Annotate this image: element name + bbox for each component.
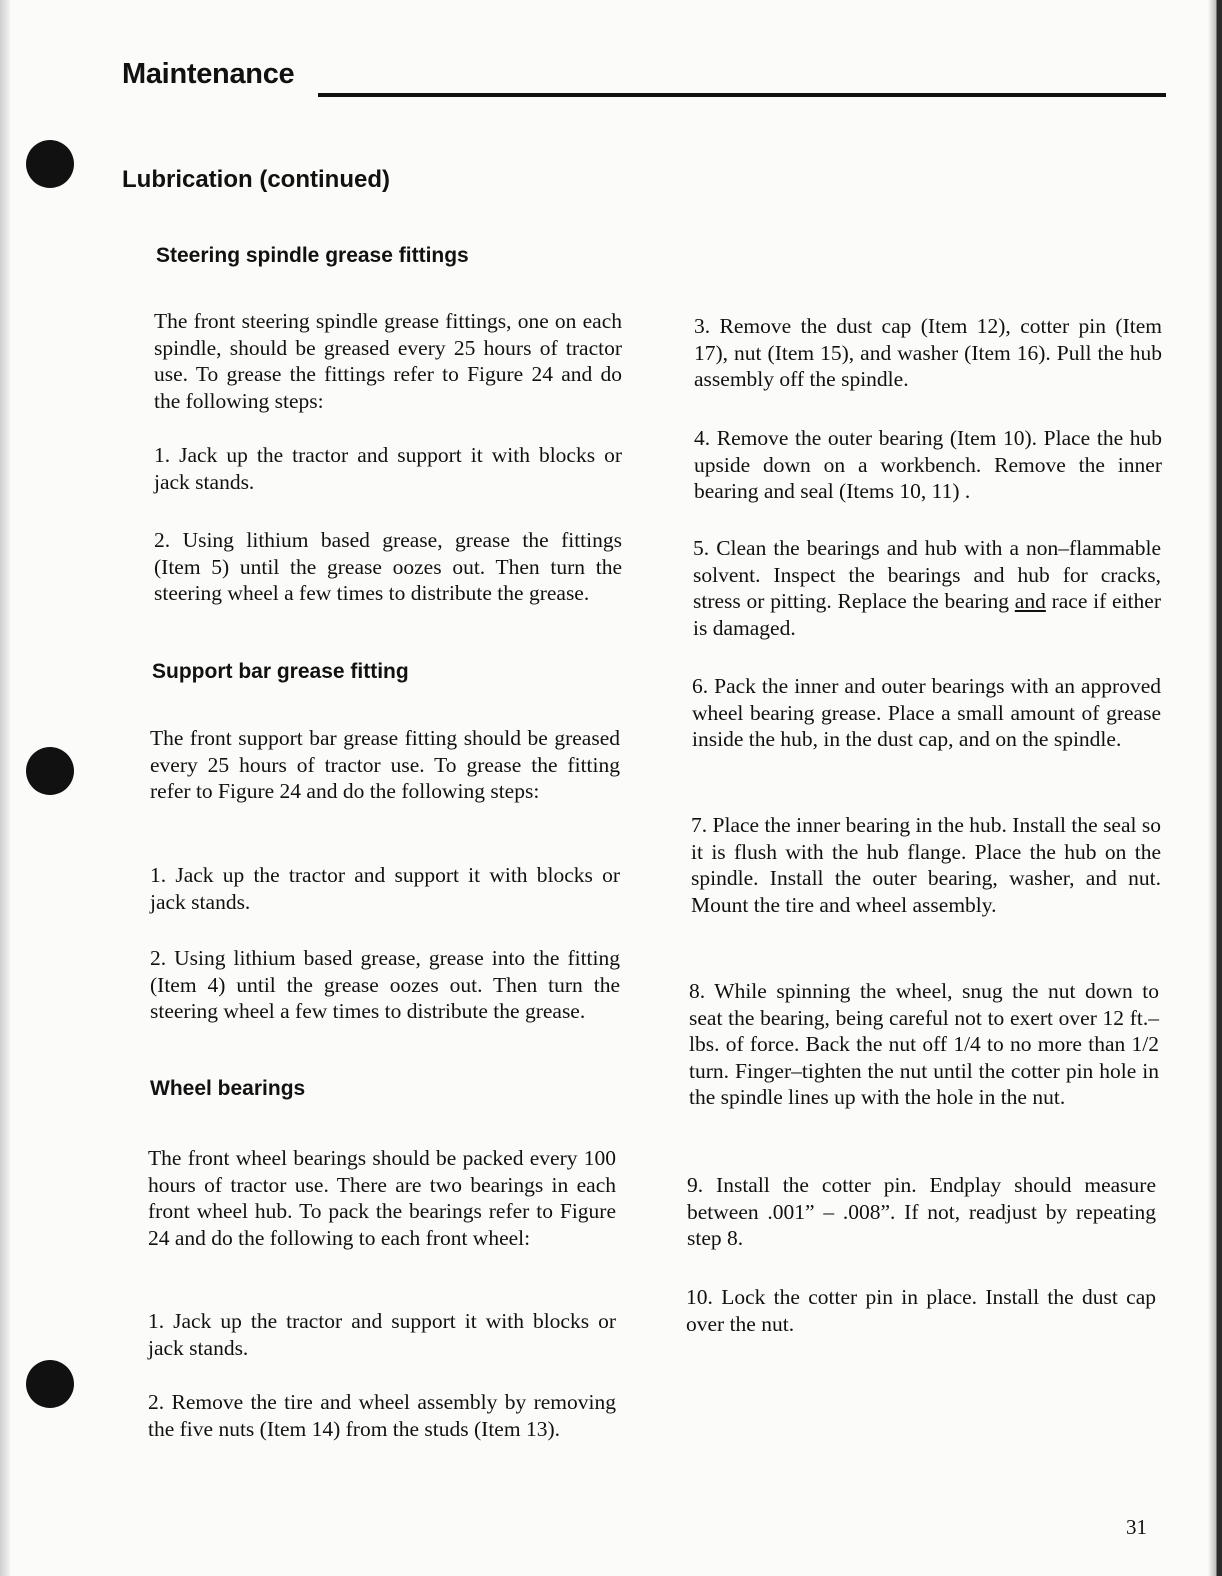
support-bar-intro: The front support bar grease fitting should be greased every 25 hours of tractor use. To grease the fitting refer to Figure 24 and do the following steps:	[150, 726, 620, 803]
wheel-bearings-heading: Wheel bearings	[150, 1077, 306, 1100]
wheel-bearings-step-5	[693, 535, 1161, 641]
page-number: 31	[1126, 1515, 1147, 1539]
steering-heading: Steering spindle grease fittings	[156, 244, 469, 267]
binder-hole-bottom	[26, 1360, 74, 1408]
steering-step-2: 2. Using lithium based grease, grease the fittings (Item 5) until the grease oozes out. Then turn the steering wheel a few times to distribute the grease.	[154, 528, 622, 605]
wheel-bearings-intro: The front wheel bearings should be packed every 100 hours of tractor use. There are two bearings in each front wheel hub. To pack the bearings refer to Figure 24 and do the following to each front wheel:	[148, 1146, 616, 1250]
support-bar-step-2: 2. Using lithium based grease, grease into the fitting (Item 4) until the grease oozes out. Then turn the steering wheel a few times to distribute the grease.	[150, 946, 620, 1023]
wheel-bearings-step-9: 9. Install the cotter pin. Endplay should measure between .001” – .008”. If not, readjust by repeating step 8.	[687, 1173, 1156, 1250]
wheel-bearings-step-4: 4. Remove the outer bearing (Item 10). Place the hub upside down on a workbench. Remove the inner bearing and seal (Items 10, 11) .	[694, 426, 1162, 503]
page-header-title: Maintenance	[122, 58, 295, 90]
support-bar-step-1: 1. Jack up the tractor and support it with blocks or jack stands.	[150, 863, 620, 914]
wheel-bearings-step-6: 6. Pack the inner and outer bearings with an approved wheel bearing grease. Place a small amount of grease inside the hub, in the dust cap, and on the spindle.	[692, 674, 1161, 751]
steering-step-1: 1. Jack up the tractor and support it with blocks or jack stands.	[154, 443, 622, 494]
binder-hole-middle	[26, 747, 74, 795]
step-5-underlined-and: and	[1014, 589, 1046, 613]
wheel-bearings-step-10: 10. Lock the cotter pin in place. Install the dust cap over the nut.	[686, 1285, 1156, 1336]
page-edge-right	[1208, 0, 1222, 1576]
wheel-bearings-step-1: 1. Jack up the tractor and support it with blocks or jack stands.	[148, 1309, 616, 1360]
section-title: Lubrication (continued)	[122, 166, 390, 193]
page-edge-left	[0, 0, 10, 1576]
step-5-text-start: 5. Clean the bearings and hub with a non–flammable solvent. Inspect the bearings and hub for cracks, stress or pitting. Replace the bearing	[693, 536, 1161, 613]
steering-intro: The front steering spindle grease fittings, one on each spindle, should be greased every 25 hours of tractor use. To grease the fittings refer to Figure 24 and do the following steps:	[154, 309, 622, 413]
header-rule	[318, 93, 1166, 97]
step-5-text-end: race if either is damaged.	[693, 589, 1161, 640]
support-bar-heading: Support bar grease fitting	[152, 660, 409, 683]
wheel-bearings-step-8: 8. While spinning the wheel, snug the nut down to seat the bearing, being careful not to exert over 12 ft.–lbs. of force. Back the nut off 1/4 to no more than 1/2 turn. Finger–tighten the nut until the cotter pin hole in the spindle lines up with the hole in the nut.	[689, 979, 1159, 1109]
wheel-bearings-step-7: 7. Place the inner bearing in the hub. Install the seal so it is flush with the hub flange. Place the hub on the spindle. Install the outer bearing, washer, and nut. Mount the tire and wheel assembly.	[691, 813, 1161, 917]
wheel-bearings-step-2: 2. Remove the tire and wheel assembly by removing the five nuts (Item 14) from the studs (Item 13).	[148, 1390, 616, 1441]
binder-hole-top	[26, 140, 74, 188]
wheel-bearings-step-3: 3. Remove the dust cap (Item 12), cotter pin (Item 17), nut (Item 15), and washer (Item 16). Pull the hub assembly off the spindle.	[694, 314, 1162, 391]
